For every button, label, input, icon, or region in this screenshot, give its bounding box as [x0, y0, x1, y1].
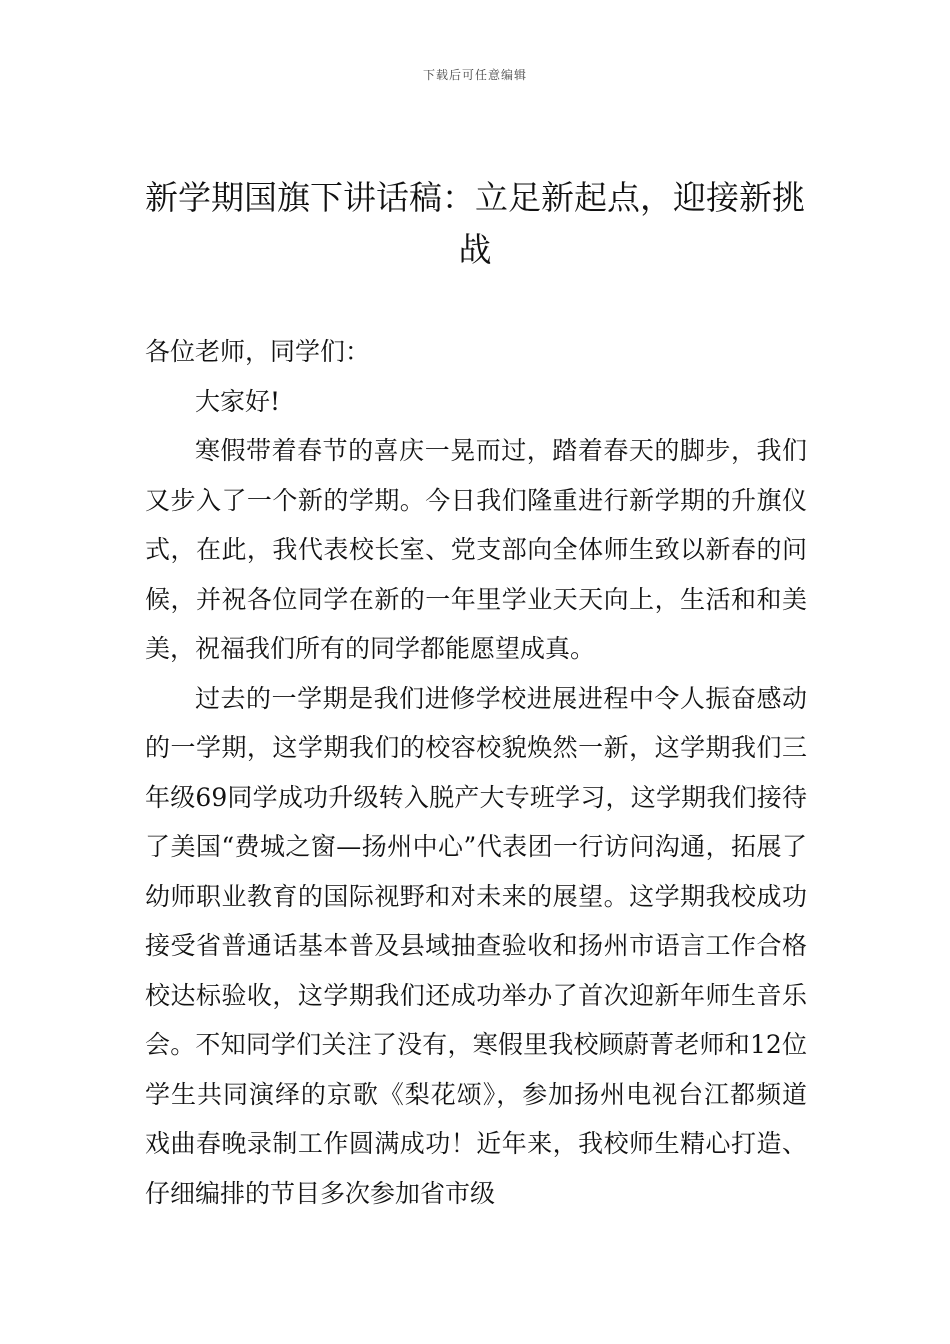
paragraph-greeting: 大家好! — [195, 386, 281, 416]
document-title: 新学期国旗下讲话稿：立足新起点，迎接新挑战 — [145, 178, 805, 269]
paragraph-opening: 寒假带着春节的喜庆一晃而过，踏着春天的脚步，我们又步入了一个新的学期。今日我们隆重进行新学期的升旗仪式，在此，我代表校长室、党支部向全体师生致以新春的问候，并祝各位同学在新的一年里学业天天向上，生活和和美美，祝福我们所有的同学都能愿望成真。 — [145, 436, 807, 663]
header-note: 下载后可任意编辑 — [422, 68, 527, 82]
salutation: 各位老师，同学们： — [145, 337, 371, 366]
paragraph-review: 过去的一学期是我们进修学校进展进程中令人振奋感动的一学期，这学期我们的校容校貌焕然一新，这学期我们三年级69同学成功升级转入脱产大专班学习，这学期我们接待了美国“费城之窗—扬州中心”代表团一行访问沟通，拓展了幼师职业教育的国际视野和对未来的展望。这学期我校成功接受省普通话基本普及县域抽查验收和扬州市语言工作合格校达标验收，这学期我们还成功举办了首次迎新年师生音乐会。不知同学们关注了没有，寒假里我校顾蔚菁老师和12位学生共同演绎的京歌《梨花颂》，参加扬州电视台江都频道戏曲春晚录制工作圆满成功！近年来，我校师生精心打造、仔细编排的节目多次参加省市级 — [145, 683, 807, 1208]
document-body — [145, 327, 807, 1218]
